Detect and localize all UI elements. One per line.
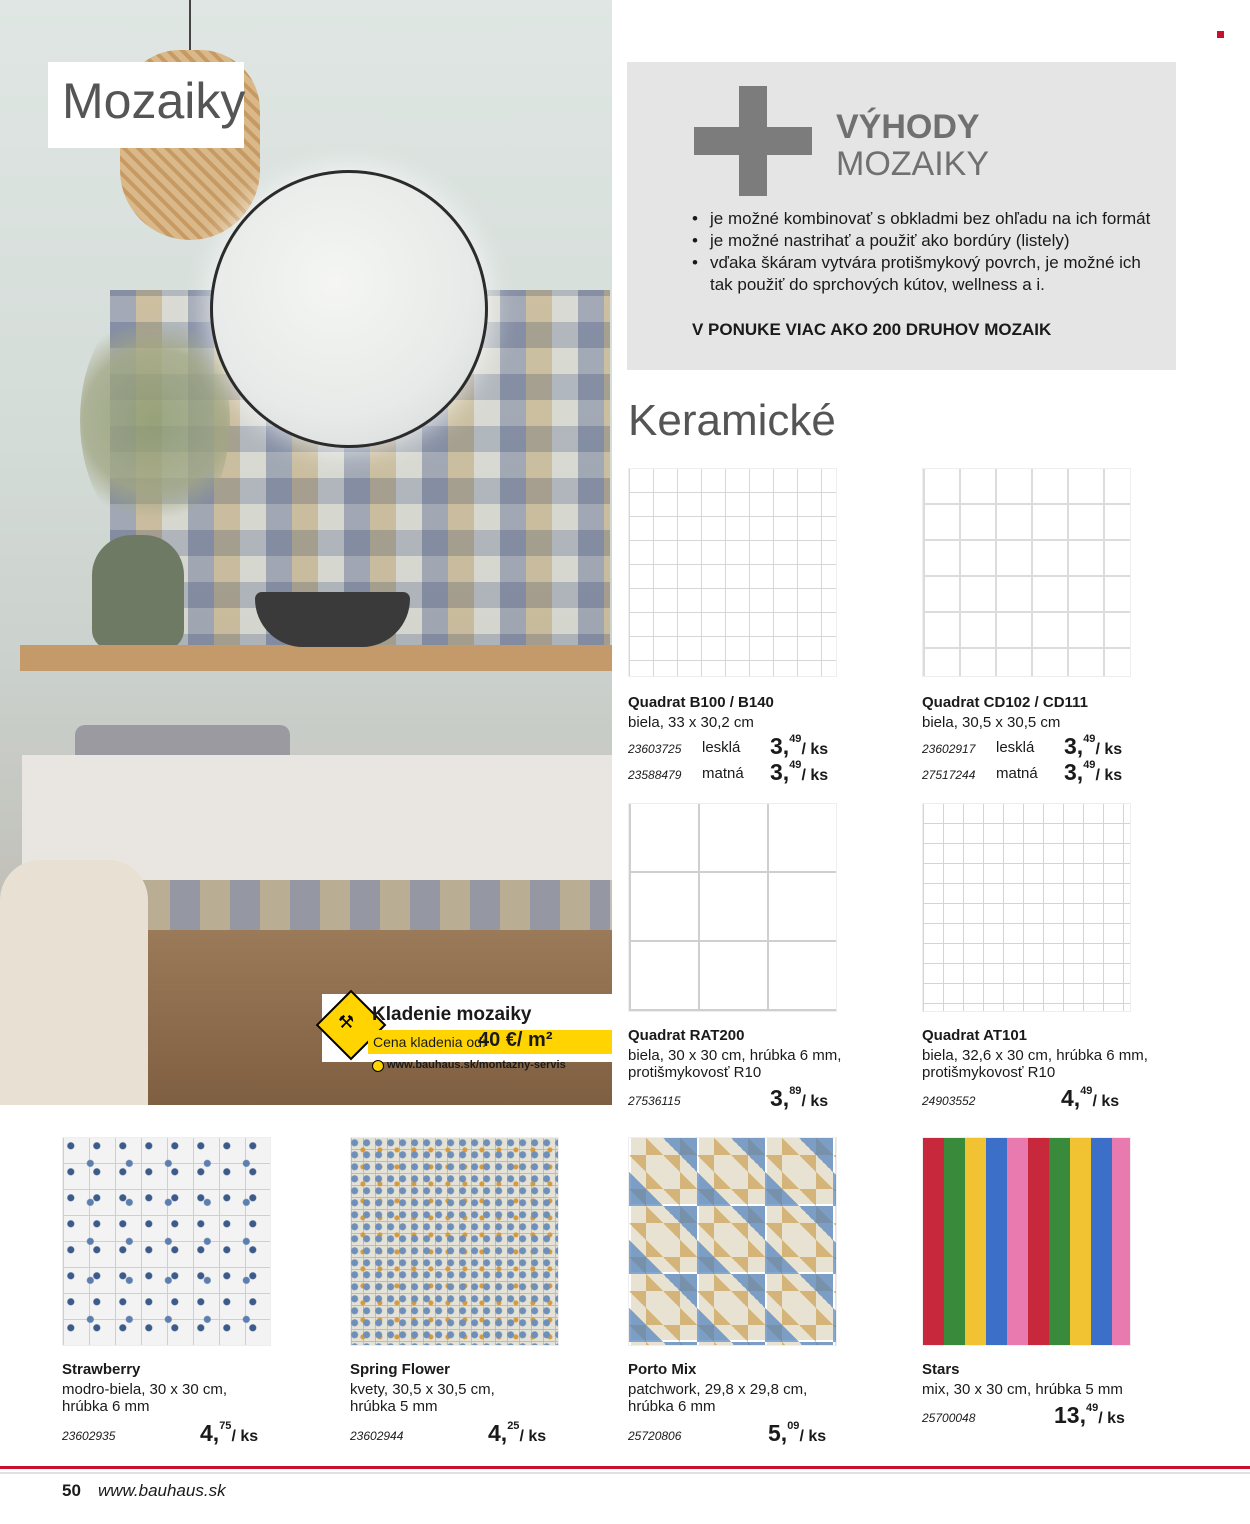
washbasin-bowl xyxy=(255,592,410,647)
worker-icon: ⚒ xyxy=(338,1012,355,1032)
product-finish: lesklá xyxy=(702,739,741,756)
product-image-quadrat-rat200 xyxy=(628,803,837,1012)
advantages-list xyxy=(692,208,1162,296)
product-name: Porto Mix xyxy=(628,1361,697,1378)
service-url-link[interactable]: www.bauhaus.sk/montazny-servis xyxy=(387,1059,566,1071)
wooden-shelf xyxy=(20,645,612,671)
product-image-quadrat-cd102 xyxy=(922,468,1131,677)
round-mirror xyxy=(210,170,488,448)
product-price: 3,49/ ks xyxy=(770,733,829,759)
product-name: Spring Flower xyxy=(350,1361,451,1378)
product-desc: hrúbka 5 mm xyxy=(350,1398,438,1415)
service-title: Kladenie mozaiky xyxy=(372,1004,532,1025)
product-desc: protišmykovosť R10 xyxy=(628,1064,762,1081)
product-desc: biela, 32,6 x 30 cm, hrúbka 6 mm, xyxy=(922,1047,1148,1064)
product-price: 3,49/ ks xyxy=(770,759,829,785)
service-price-label: Cena kladenia od: xyxy=(373,1034,486,1050)
product-code: 23603725 xyxy=(628,742,682,756)
product-desc: biela, 30,5 x 30,5 cm xyxy=(922,714,1061,731)
product-image-porto-mix xyxy=(628,1137,837,1346)
page-title: Mozaiky xyxy=(62,73,246,129)
product-code: 27536115 xyxy=(628,1094,681,1108)
product-finish: matná xyxy=(996,765,1038,782)
footer-url-link[interactable]: www.bauhaus.sk xyxy=(98,1481,226,1500)
product-image-strawberry xyxy=(62,1137,271,1346)
corner-mark xyxy=(1217,31,1224,38)
section-title: Keramické xyxy=(628,396,836,445)
advantage-item: • je možné nastrihať a použiť ako bordúry (listely) xyxy=(692,230,1162,252)
advantages-subtitle: MOZAIKY xyxy=(836,145,990,183)
product-price: 4,75/ ks xyxy=(200,1420,259,1446)
lamp-cord xyxy=(189,0,191,55)
product-name: Quadrat CD102 / CD111 xyxy=(922,694,1088,711)
product-price: 5,09/ ks xyxy=(768,1420,827,1446)
product-name: Stars xyxy=(922,1361,960,1378)
dried-plant xyxy=(80,300,230,540)
product-desc: hrúbka 6 mm xyxy=(62,1398,150,1415)
advantage-item: • je možné kombinovať s obkladmi bez ohľadu na ich formát xyxy=(692,208,1162,230)
product-desc: patchwork, 29,8 x 29,8 cm, xyxy=(628,1381,808,1398)
product-desc: kvety, 30,5 x 30,5 cm, xyxy=(350,1381,495,1398)
product-name: Quadrat RAT200 xyxy=(628,1027,745,1044)
product-code: 23602917 xyxy=(922,742,976,756)
product-price: 4,49/ ks xyxy=(1061,1085,1120,1111)
product-code: 23602944 xyxy=(350,1429,404,1443)
product-desc: mix, 30 x 30 cm, hrúbka 5 mm xyxy=(922,1381,1123,1398)
product-code: 23602935 xyxy=(62,1429,116,1443)
product-finish: matná xyxy=(702,765,744,782)
green-vase xyxy=(92,535,184,650)
footer-divider-light xyxy=(0,1472,1250,1474)
product-code: 24903552 xyxy=(922,1094,976,1108)
footer-divider xyxy=(0,1466,1250,1469)
product-image-quadrat-at101 xyxy=(922,803,1131,1012)
service-price: 40 €/ m² xyxy=(478,1029,553,1051)
product-image-quadrat-b100 xyxy=(628,468,837,677)
product-desc: hrúbka 6 mm xyxy=(628,1398,716,1415)
product-desc: biela, 30 x 30 cm, hrúbka 6 mm, xyxy=(628,1047,842,1064)
product-code: 27517244 xyxy=(922,768,976,782)
page-number: 50 xyxy=(62,1481,81,1500)
product-name: Quadrat B100 / B140 xyxy=(628,694,774,711)
advantage-item: • vďaka škáram vytvára protišmykový povrch, je možné ich tak použiť do sprchových kútov, wellness a i. xyxy=(692,252,1162,296)
product-code: 23588479 xyxy=(628,768,682,782)
product-desc: protišmykovosť R10 xyxy=(922,1064,1056,1081)
product-price: 3,89/ ks xyxy=(770,1085,829,1111)
product-image-stars xyxy=(922,1137,1131,1346)
product-price: 3,49/ ks xyxy=(1064,733,1123,759)
product-price: 3,49/ ks xyxy=(1064,759,1123,785)
plus-icon-bar xyxy=(694,127,812,155)
product-price: 4,25/ ks xyxy=(488,1420,547,1446)
product-price: 13,49/ ks xyxy=(1054,1402,1125,1428)
product-name: Strawberry xyxy=(62,1361,141,1378)
product-image-spring-flower xyxy=(350,1137,559,1346)
advantages-note: V PONUKE VIAC AKO 200 DRUHOV MOZAIK xyxy=(692,320,1052,339)
product-name: Quadrat AT101 xyxy=(922,1027,1028,1044)
advantages-title: VÝHODY xyxy=(836,108,980,146)
hero-bathroom-photo xyxy=(0,0,612,1105)
product-desc: biela, 33 x 30,2 cm xyxy=(628,714,754,731)
link-icon xyxy=(372,1060,384,1072)
stool xyxy=(0,860,148,1105)
product-finish: lesklá xyxy=(996,739,1035,756)
product-code: 25720806 xyxy=(628,1429,682,1443)
product-desc: modro-biela, 30 x 30 cm, xyxy=(62,1381,228,1398)
product-code: 25700048 xyxy=(922,1411,976,1425)
